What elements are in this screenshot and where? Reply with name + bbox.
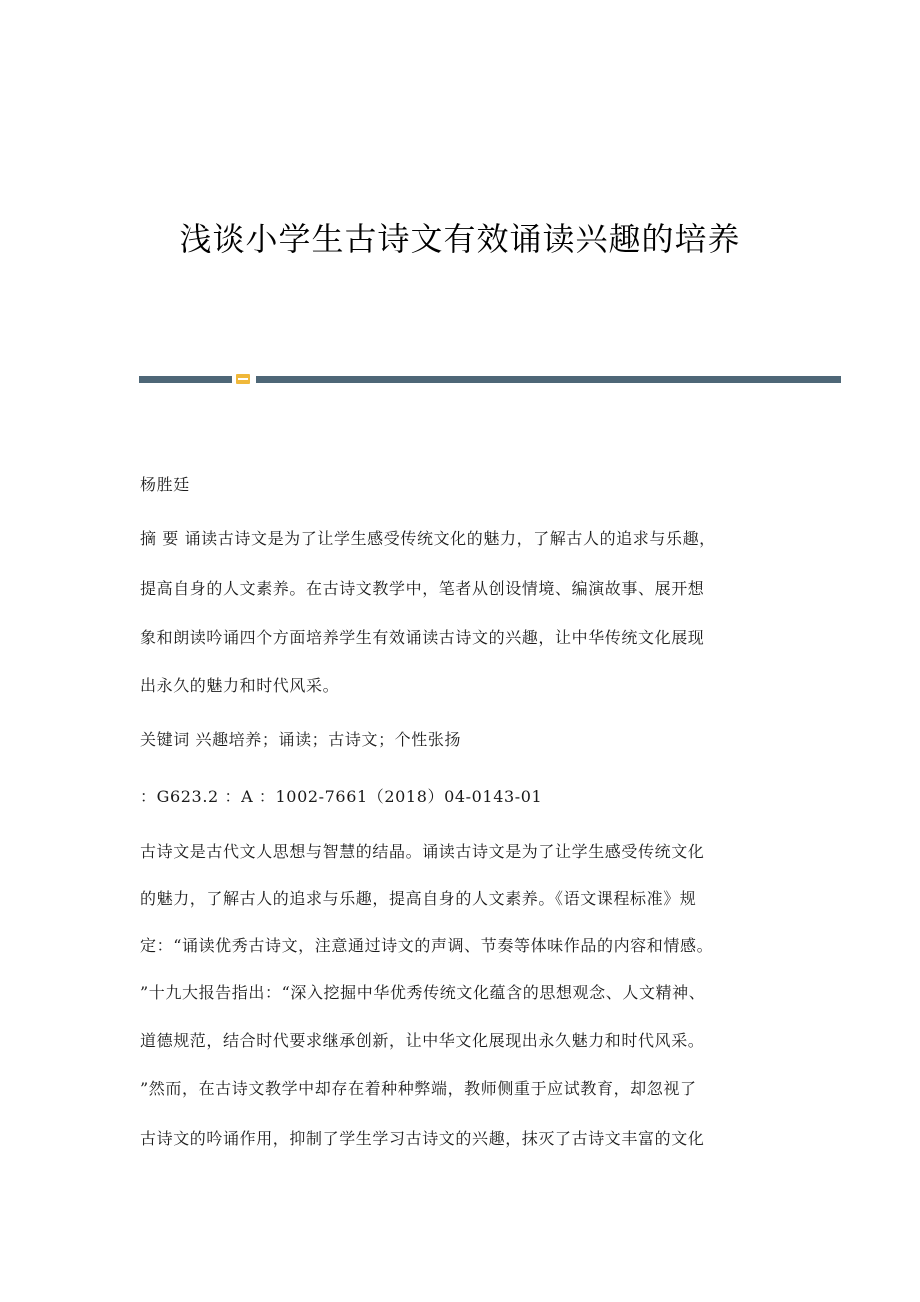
document-title: 浅谈小学生古诗文有效诵读兴趣的培养 <box>179 220 741 258</box>
body-line: 定：“诵读优秀古诗文，注意通过诗文的声调、节奏等体味作品的内容和情感。 <box>140 936 714 955</box>
body-line: 的魅力，了解古人的追求与乐趣，提高自身的人文素养。《语文课程标准》规 <box>140 889 697 908</box>
body-line: 道德规范，结合时代要求继承创新，让中华文化展现出永久魅力和时代风采。 <box>140 1031 705 1050</box>
divider-ornament-icon <box>236 374 250 384</box>
abstract-line: 提高自身的人文素养。在古诗文教学中，笔者从创设情境、编演故事、展开想 <box>140 579 705 598</box>
abstract-line: 摘 要 诵读古诗文是为了让学生感受传统文化的魅力，了解古人的追求与乐趣， <box>140 529 716 548</box>
divider-bar-left <box>139 376 232 383</box>
body-line: 古诗文的吟诵作用，抑制了学生学习古诗文的兴趣，抹灭了古诗文丰富的文化 <box>140 1129 705 1148</box>
body-line: 古诗文是古代文人思想与智慧的结晶。诵读古诗文是为了让学生感受传统文化 <box>140 842 705 861</box>
abstract-line: 象和朗读吟诵四个方面培养学生有效诵读古诗文的兴趣，让中华传统文化展现 <box>140 628 705 647</box>
divider-bar-right <box>256 376 841 383</box>
author-name: 杨胜廷 <box>140 475 190 494</box>
ornament-stripe <box>238 378 248 380</box>
body-line: ”十九大报告指出：“深入挖掘中华优秀传统文化蕴含的思想观念、人文精神、 <box>140 983 706 1002</box>
classification-line: ：G623.2 ：A ：1002-7661（2018）04-0143-01 <box>140 787 543 806</box>
abstract-line: 出永久的魅力和时代风采。 <box>140 676 340 695</box>
body-line: ”然而，在古诗文教学中却存在着种种弊端，教师侧重于应试教育，却忽视了 <box>140 1079 697 1098</box>
title-divider <box>139 374 841 384</box>
keywords-line: 关键词 兴趣培养；诵读；古诗文；个性张扬 <box>140 730 462 749</box>
